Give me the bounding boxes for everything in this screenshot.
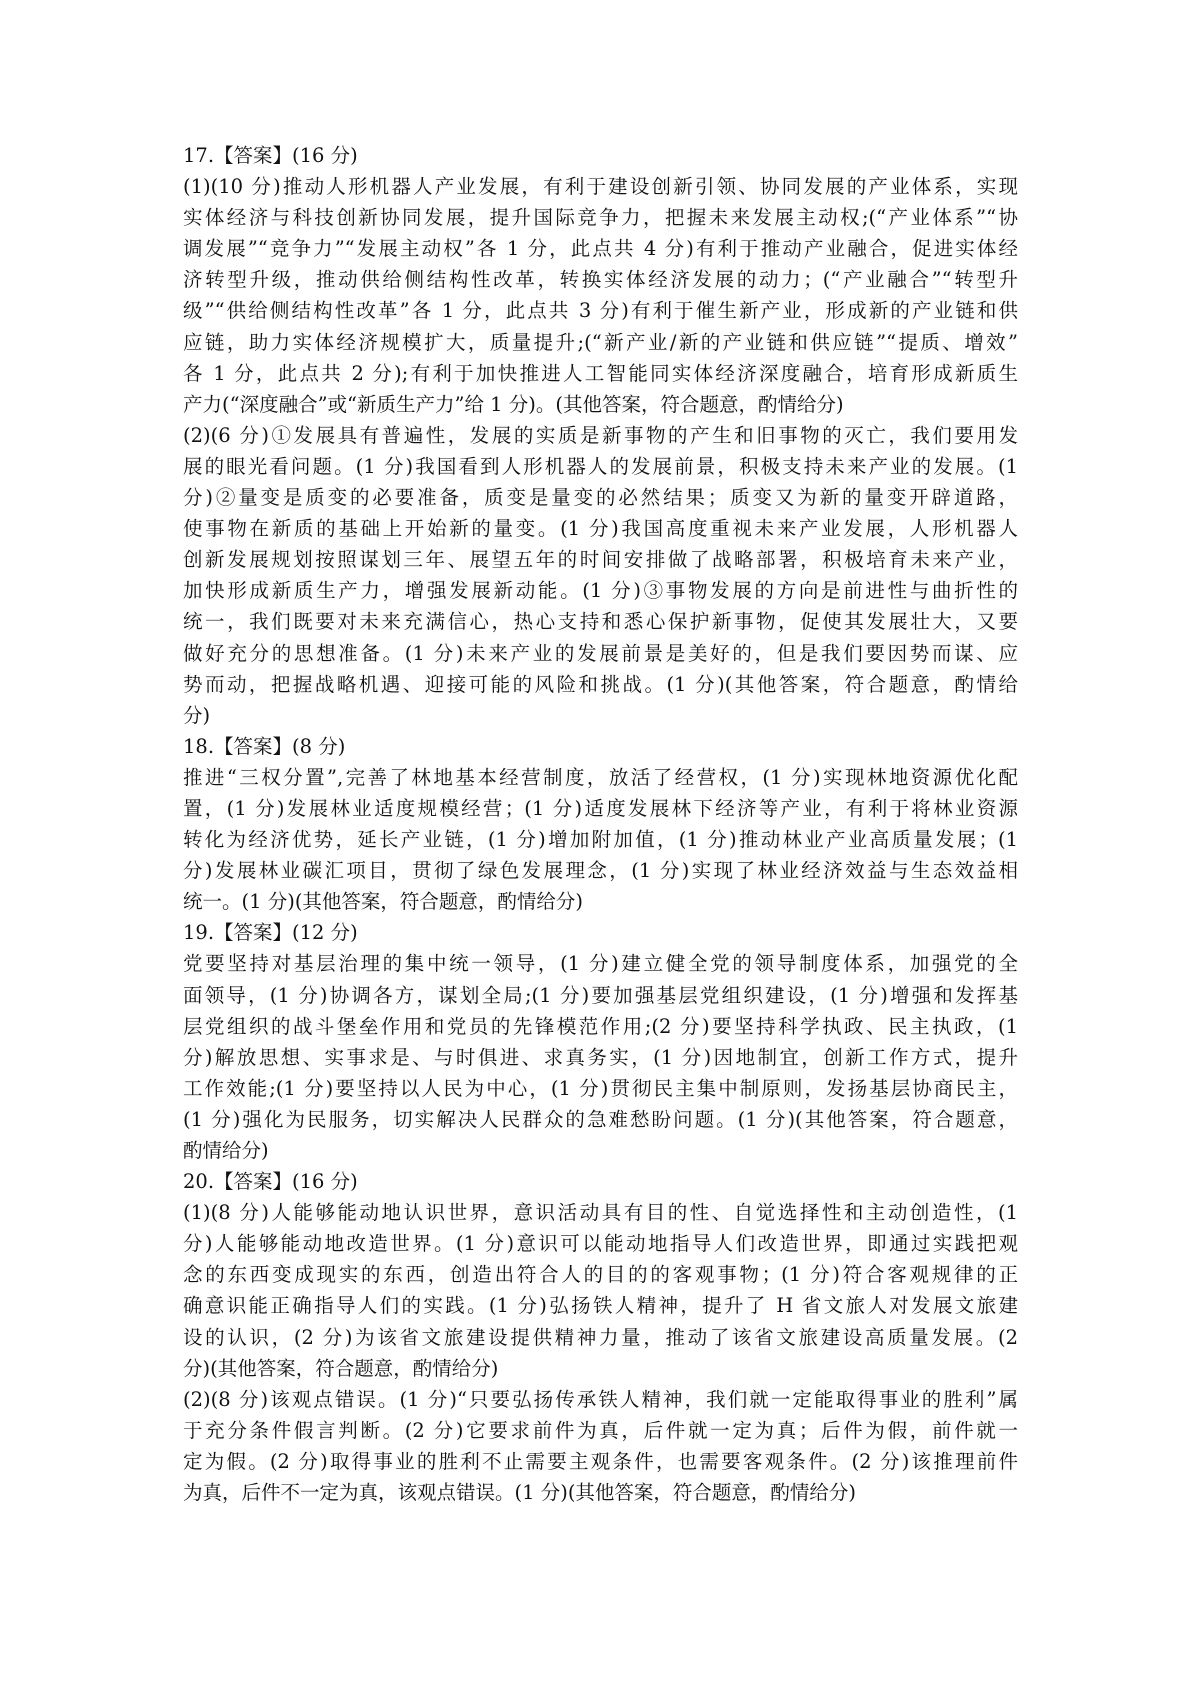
answer-line: 面领导，(1 分)协调各方，谋划全局;(1 分)要加强基层党组织建设，(1 分)增强和发挥基: [183, 983, 1018, 1007]
answer-line: 层党组织的战斗堡垒作用和党员的先锋模范作用;(2 分)要坚持科学执政、民主执政，(1: [183, 1014, 1018, 1038]
answer-line: 酌情给分): [183, 1139, 269, 1162]
answer-line: 分): [183, 703, 211, 727]
answer-line: 分)(其他答案，符合题意，酌情给分): [183, 1356, 499, 1380]
answer-line: 做好充分的思想准备。(1 分)未来产业的发展前景是美好的，但是我们要因势而谋、应: [183, 641, 1018, 665]
answer-line: 推进“三权分置”,完善了林地基本经营制度，放活了经营权，(1 分)实现林地资源优化配: [183, 765, 1018, 789]
answer-line: 产力(“深度融合”或“新质生产力”给 1 分)。(其他答案，符合题意，酌情给分): [183, 392, 844, 416]
answer-line: 为真，后件不一定为真，该观点错误。(1 分)(其他答案，符合题意，酌情给分): [183, 1481, 857, 1505]
answer-line: 展的眼光看问题。(1 分)我国看到人形机器人的发展前景，积极支持未来产业的发展。(1: [183, 454, 1018, 478]
answer-line: 应链，助力实体经济规模扩大，质量提升;(“新产业/新的产业链和供应链”“提质、增效”: [183, 330, 1018, 354]
answer-line: (2)(8 分)该观点错误。(1 分)“只要弘扬传承铁人精神，我们就一定能取得事业的胜利”属: [183, 1387, 1018, 1411]
answer-line: (1)(8 分)人能够能动地认识世界，意识活动具有目的性、自觉选择性和主动创造性，(1: [183, 1201, 1018, 1225]
answer-line: 分)人能够能动地改造世界。(1 分)意识可以能动地指导人们改造世界，即通过实践把观: [183, 1232, 1018, 1256]
answer-line: 分)②量变是质变的必要准备，质变是量变的必然结果；质变又为新的量变开辟道路，: [183, 486, 1018, 510]
answer-section-19: [183, 917, 1018, 1166]
answer-line: 定为假。(2 分)取得事业的胜利不止需要主观条件，也需要客观条件。(2 分)该推理前件: [183, 1449, 1018, 1473]
answer-line: 调发展”“竞争力”“发展主动权”各 1 分，此点共 4 分)有利于推动产业融合，促进实体经: [183, 237, 1018, 261]
answer-line: 加快形成新质生产力，增强发展新动能。(1 分)③事物发展的方向是前进性与曲折性的: [183, 579, 1018, 603]
answer-line: 分)发展林业碳汇项目，贯彻了绿色发展理念，(1 分)实现了林业经济效益与生态效益相: [183, 859, 1018, 883]
answer-line: 济转型升级，推动供给侧结构性改革，转换实体经济发展的动力；(“产业融合”“转型升: [183, 268, 1018, 292]
section-heading: 17.【答案】(16 分): [183, 144, 358, 167]
answer-line: (1 分)强化为民服务，切实解决人民群众的急难愁盼问题。(1 分)(其他答案，符合题意，: [183, 1107, 1018, 1131]
answer-document: [183, 140, 1018, 1508]
answer-line: (1)(10 分)推动人形机器人产业发展，有利于建设创新引领、协同发展的产业体系，实现: [183, 175, 1018, 199]
answer-line: (2)(6 分)①发展具有普遍性，发展的实质是新事物的产生和旧事物的灭亡，我们要用发: [183, 423, 1018, 447]
answer-line: 转化为经济优势，延长产业链，(1 分)增加附加值，(1 分)推动林业产业高质量发展；(1: [183, 828, 1018, 852]
answer-line: 级”“供给侧结构性改革”各 1 分，此点共 3 分)有利于催生新产业，形成新的产业链和供: [183, 299, 1018, 323]
answer-line: 于充分条件假言判断。(2 分)它要求前件为真，后件就一定为真；后件为假，前件就一: [183, 1418, 1018, 1442]
answer-line: 使事物在新质的基础上开始新的量变。(1 分)我国高度重视未来产业发展，人形机器人: [183, 517, 1018, 541]
answer-line: 确意识能正确指导人们的实践。(1 分)弘扬铁人精神，提升了 H 省文旅人对发展文旅建: [183, 1294, 1018, 1318]
answer-line: 统一。(1 分)(其他答案，符合题意，酌情给分): [183, 890, 584, 914]
answer-line: 党要坚持对基层治理的集中统一领导，(1 分)建立健全党的领导制度体系，加强党的全: [183, 952, 1018, 976]
answer-line: 实体经济与科技创新协同发展，提升国际竞争力，把握未来发展主动权;(“产业体系”“协: [183, 206, 1018, 230]
section-heading: 18.【答案】(8 分): [183, 734, 346, 758]
answer-line: 分)解放思想、实事求是、与时俱进、求真务实，(1 分)因地制宜，创新工作方式，提升: [183, 1045, 1018, 1069]
section-heading: 20.【答案】(16 分): [183, 1170, 358, 1194]
answer-line: 势而动，把握战略机遇、迎接可能的风险和挑战。(1 分)(其他答案，符合题意，酌情给: [183, 672, 1018, 696]
answer-line: 置，(1 分)发展林业适度规模经营；(1 分)适度发展林下经济等产业，有利于将林业资源: [183, 796, 1018, 820]
answer-line: 工作效能;(1 分)要坚持以人民为中心，(1 分)贯彻民主集中制原则，发扬基层协商民主，: [183, 1076, 1018, 1100]
section-heading: 19.【答案】(12 分): [183, 921, 358, 945]
answer-line: 统一，我们既要对未来充满信心，热心支持和悉心保护新事物，促使其发展壮大，又要: [183, 610, 1018, 634]
answer-section-20: [183, 1166, 1018, 1508]
answer-line: 设的认识，(2 分)为该省文旅建设提供精神力量，推动了该省文旅建设高质量发展。(2: [183, 1325, 1018, 1349]
answer-line: 各 1 分，此点共 2 分);有利于加快推进人工智能同实体经济深度融合，培育形成新质生: [183, 361, 1018, 385]
answer-section-18: [183, 731, 1018, 918]
answer-line: 创新发展规划按照谋划三年、展望五年的时间安排做了战略部署，积极培育未来产业，: [183, 548, 1018, 572]
answer-line: 念的东西变成现实的东西，创造出符合人的目的的客观事物；(1 分)符合客观规律的正: [183, 1263, 1018, 1287]
answer-section-17: [183, 140, 1018, 731]
